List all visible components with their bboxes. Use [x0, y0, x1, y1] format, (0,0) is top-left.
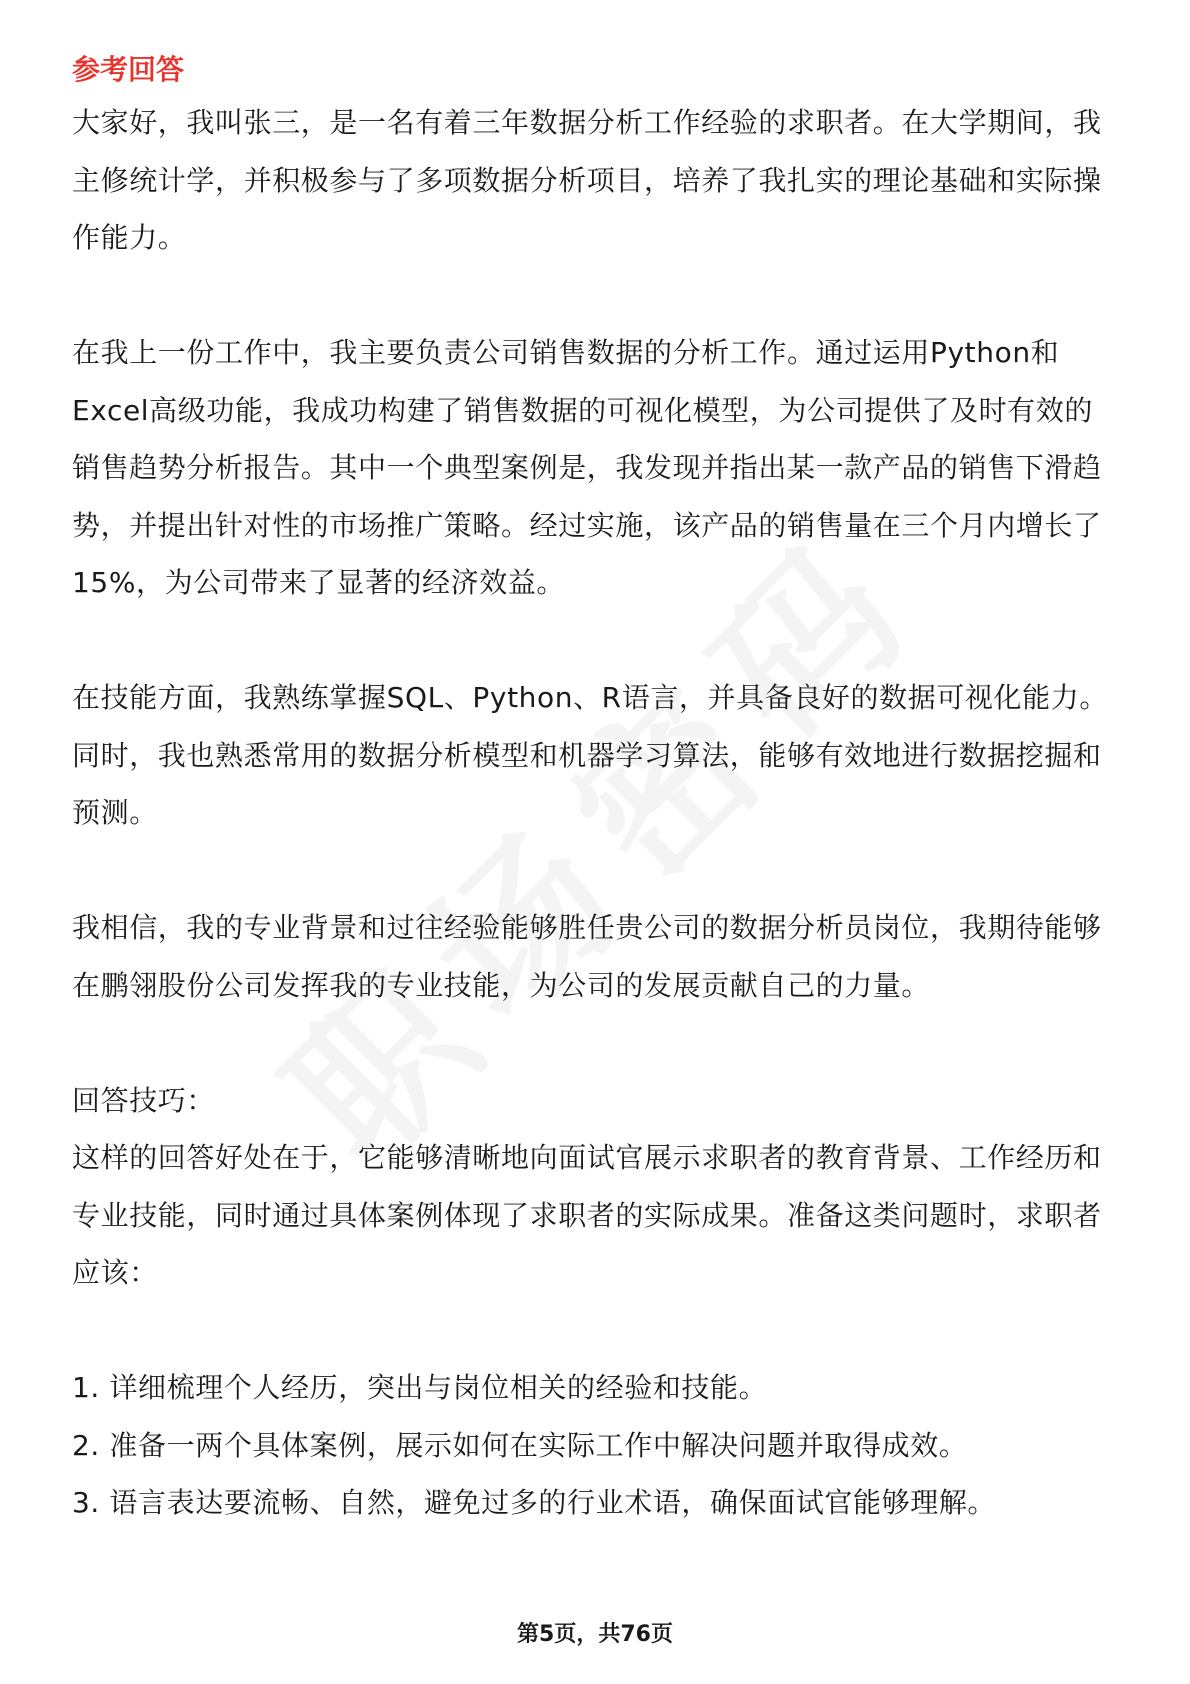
paragraph-spacer: [72, 842, 1122, 900]
text-line: 我相信，我的专业背景和过往经验能够胜任贵公司的数据分析员岗位，我期待能够: [72, 911, 1102, 944]
tips-list: [72, 1359, 1122, 1532]
text-line: 主修统计学，并积极参与了多项数据分析项目，培养了我扎实的理论基础和实际操: [72, 163, 1102, 197]
text-line: 预测。: [72, 796, 158, 829]
list-item: 1. 详细梳理个人经历，突出与岗位相关的经验和技能。: [72, 1371, 768, 1404]
text-line: 在鹏翎股份公司发挥我的专业技能，为公司的发展贡献自己的力量。: [72, 968, 931, 1002]
answer-paragraph-3: [72, 669, 1122, 842]
text-line: 在技能方面，我熟练掌握SQL、Python、R语言，并具备良好的数据可视化能力。: [72, 681, 1108, 714]
section-heading: 参考回答: [72, 53, 185, 86]
paragraph-spacer: [72, 1302, 1122, 1360]
tips-section: [72, 1072, 1122, 1302]
text-line: 作能力。: [72, 221, 187, 254]
text-line: 这样的回答好处在于，它能够清晰地向面试官展示求职者的教育背景、工作经历和: [72, 1141, 1102, 1174]
text-line: 大家好，我叫张三，是一名有着三年数据分析工作经验的求职者。在大学期间，我: [72, 106, 1102, 139]
answer-paragraph-2: [72, 324, 1122, 612]
text-line: 势，并提出针对性的市场推广策略。经过实施，该产品的销售量在三个月内增长了: [72, 508, 1102, 542]
text-line: 15%，为公司带来了显著的经济效益。: [72, 566, 566, 599]
list-item: 3. 语言表达要流畅、自然，避免过多的行业术语，确保面试官能够理解。: [72, 1486, 997, 1519]
answer-paragraph-1: [72, 94, 1122, 267]
text-line: 在我上一份工作中，我主要负责公司销售数据的分析工作。通过运用Python和: [72, 336, 1060, 369]
text-line: 应该：: [72, 1256, 158, 1289]
paragraph-spacer: [72, 267, 1122, 325]
paragraph-spacer: [72, 612, 1122, 670]
list-item: 2. 准备一两个具体案例，展示如何在实际工作中解决问题并取得成效。: [72, 1428, 968, 1462]
page-number: 第5页，共76页: [517, 1622, 673, 1647]
paragraph-spacer: [72, 1014, 1122, 1072]
answer-paragraph-4: [72, 899, 1122, 1014]
tips-heading: 回答技巧：: [72, 1083, 216, 1117]
text-line: 同时，我也熟悉常用的数据分析模型和机器学习算法，能够有效地进行数据挖掘和: [72, 738, 1102, 772]
text-line: 销售趋势分析报告。其中一个典型案例是，我发现并指出某一款产品的销售下滑趋: [72, 451, 1102, 484]
text-line: 专业技能，同时通过具体案例体现了求职者的实际成果。准备这类问题时，求职者: [72, 1198, 1102, 1232]
answer-body: [72, 94, 1122, 1532]
text-line: Excel高级功能，我成功构建了销售数据的可视化模型，为公司提供了及时有效的: [72, 393, 1093, 427]
